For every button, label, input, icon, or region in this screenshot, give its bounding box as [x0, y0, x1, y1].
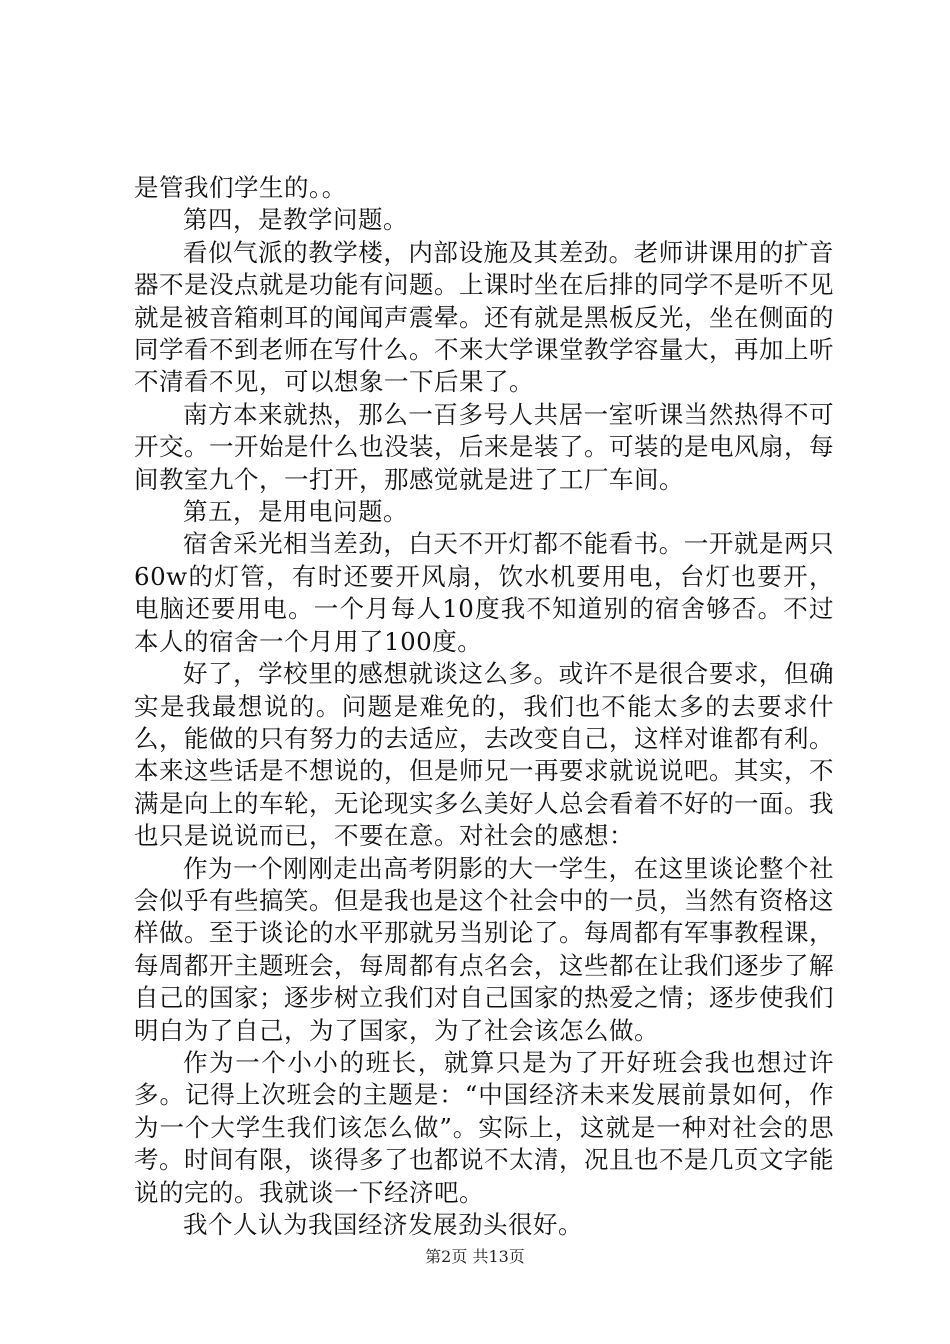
- paragraph: 作为一个刚刚走出高考阴影的大一学生，在这里谈论整个社会似乎有些搞笑。但是我也是这个社会中的一员，当然有资格这样做。至于谈论的水平那就另当别论了。每周都有军事教程课，每周都开主题班会，每周都有点名会，这些都在让我们逐步了解自己的国家；逐步树立我们对自己国家的热爱之情；逐步使我们明白为了自己，为了国家，为了社会该怎么做。: [134, 853, 834, 1045]
- paragraph: 我个人认为我国经济发展劲头很好。: [183, 1210, 583, 1239]
- paragraph: 作为一个小小的班长，就算只是为了开好班会我也想过许多。记得上次班会的主题是：“中国经济未来发展前景如何，作为一个大学生我们该怎么做”。实际上，这就是一种对社会的思考。时间有限，谈得多了也都说不太清，况且也不是几页文字能说的完的。我就谈一下经济吧。: [134, 1047, 834, 1207]
- paragraph: 宿舍采光相当差劲，白天不开灯都不能看书。一开就是两只60w的灯管，有时还要开风扇，饮水机要用电，台灯也要开，电脑还要用电。一个月每人10度我不知道别的宿舍够否。不过本人的宿舍一个月用了100度。: [134, 529, 834, 656]
- document-body: [134, 172, 834, 1241]
- section-heading-electricity: 第五，是用电问题。: [183, 497, 408, 527]
- section-heading-teaching: 第四，是教学问题。: [183, 205, 408, 235]
- paragraph: 是管我们学生的。。: [134, 173, 347, 202]
- paragraph: 看似气派的教学楼，内部设施及其差劲。老师讲课用的扩音器不是没点就是功能有问题。上课时坐在后排的同学不是听不见就是被音箱刺耳的闻闻声震晕。还有就是黑板反光，坐在侧面的同学看不到老师在写什么。不来大学课堂教学容量大，再加上听不清看不见，可以想象一下后果了。: [134, 237, 834, 397]
- paragraph: 南方本来就热，那么一百多号人共居一室听课当然热得不可开交。一开始是什么也没装，后来是装了。可装的是电风扇，每间教室九个，一打开，那感觉就是进了工厂车间。: [134, 399, 834, 494]
- paragraph: 好了，学校里的感想就谈这么多。或许不是很合要求，但确实是我最想说的。问题是难免的，我们也不能太多的去要求什么，能做的只有努力的去适应，去改变自己，这样对谁都有利。本来这些话是不想说的，但是师兄一再要求就说说吧。其实，不满是向上的车轮，无论现实多么美好人总会看着不好的一面。我也只是说说而已，不要在意。对社会的感想：: [134, 659, 834, 851]
- page-number-footer: 第2页 共13页: [425, 1247, 525, 1266]
